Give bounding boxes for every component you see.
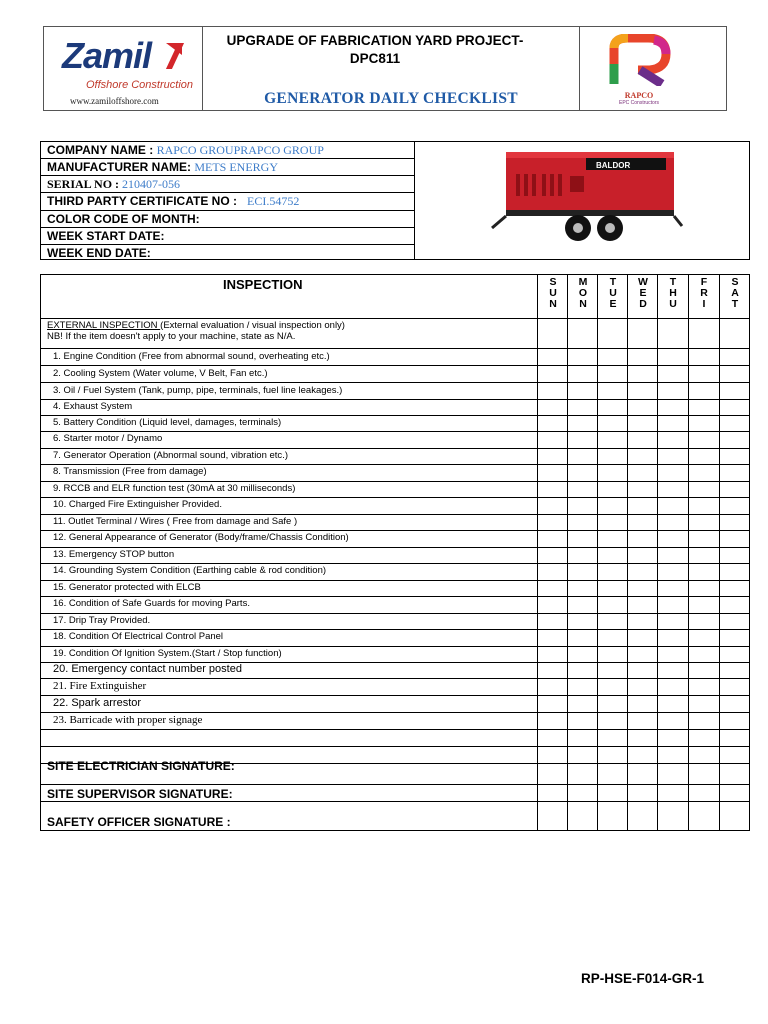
checklist-item: 12. General Appearance of Generator (Body/frame/Chassis Condition) [53, 532, 349, 543]
checklist-item: 13. Emergency STOP button [53, 549, 175, 560]
checklist-item: 11. Outlet Terminal / Wires ( Free from damage and Safe ) [53, 516, 298, 527]
checklist-item: 18. Condition Of Electrical Control Panel [53, 631, 224, 642]
day-header-sun: S U N [549, 276, 557, 310]
day-header-sat: S A T [731, 276, 739, 310]
checklist-item: 8. Transmission (Free from damage) [53, 466, 207, 477]
day-header-wed: W E D [638, 276, 648, 310]
checklist-item: 2. Cooling System (Water volume, V Belt, Fan etc.) [53, 368, 268, 379]
checklist-item: 14. Grounding System Condition (Earthing cable & rod condition) [53, 565, 327, 576]
checklist-item: 20. Emergency contact number posted [53, 663, 242, 675]
generator-image [486, 148, 686, 248]
external-inspection-note: EXTERNAL INSPECTION (External evaluation / visual inspection only) NB! If the item doesn't apply to your machine, state as N/A. [47, 320, 345, 342]
safety-officer-signature-label: SAFETY OFFICER SIGNATURE : [47, 815, 231, 829]
checklist-item: 15. Generator protected with ELCB [53, 582, 201, 593]
day-header-thu: T H U [669, 276, 677, 310]
week-start-row: WEEK START DATE: [41, 228, 414, 245]
header-divider [579, 27, 580, 110]
checklist-item: 9. RCCB and ELR function test (30mA at 30 milliseconds) [53, 483, 296, 494]
supervisor-signature-label: SITE SUPERVISOR SIGNATURE: [47, 787, 233, 801]
checklist-item: 1. Engine Condition (Free from abnormal sound, overheating etc.) [53, 351, 330, 362]
svg-text:BALDOR: BALDOR [596, 161, 631, 170]
document-header: Zamil Offshore Construction www.zamiloffshore.com UPGRADE OF FABRICATION YARD PROJECT- DPC811 GENERATOR DAILY CHECKLIST RAPCO EPC Constructors [43, 26, 727, 111]
color-code-row: COLOR CODE OF MONTH: [41, 211, 414, 228]
checklist-item: 17. Drip Tray Provided. [53, 615, 151, 626]
inspection-table [40, 274, 750, 831]
checklist-item: 6. Starter motor / Dynamo [53, 433, 163, 444]
project-title: UPGRADE OF FABRICATION YARD PROJECT- DPC811 [226, 33, 524, 66]
manufacturer-row: MANUFACTURER NAME: METS ENERGY [41, 159, 414, 176]
checklist-item: 22. Spark arrestor [53, 697, 142, 709]
electrician-signature-label: SITE ELECTRICIAN SIGNATURE: [47, 759, 235, 773]
checklist-item: 7. Generator Operation (Abnormal sound, vibration etc.) [53, 450, 288, 461]
company-name-row: COMPANY NAME : RAPCO GROUPRAPCO GROUP [41, 142, 414, 159]
checklist-item: 4. Exhaust System [53, 401, 133, 412]
checklist-item: 16. Condition of Safe Guards for moving Parts. [53, 598, 250, 609]
checklist-item: 19. Condition Of Ignition System.(Start / Stop function) [53, 648, 282, 659]
day-header-tue: T U E [609, 276, 617, 310]
inspection-header: INSPECTION [223, 277, 303, 292]
day-header-fri: F R I [700, 276, 708, 310]
company-website: www.zamiloffshore.com [70, 96, 159, 106]
day-header-mon: M O N [578, 276, 588, 310]
checklist-title: GENERATOR DAILY CHECKLIST [264, 90, 518, 107]
week-end-row: WEEK END DATE: [47, 246, 151, 260]
checklist-item: 5. Battery Condition (Liquid level, damages, terminals) [53, 417, 282, 428]
header-divider [202, 27, 203, 110]
checklist-item: 3. Oil / Fuel System (Tank, pump, pipe, terminals, fuel line leakages.) [53, 385, 343, 396]
form-code: RP-HSE-F014-GR-1 [581, 971, 705, 986]
serial-row: SERIAL NO : 210407-056 [41, 176, 414, 193]
certificate-row: THIRD PARTY CERTIFICATE NO : ECI.54752 [41, 193, 414, 211]
checklist-item: 10. Charged Fire Extinguisher Provided. [53, 499, 222, 510]
checklist-item: 21. Fire Extinguisher [53, 680, 147, 692]
checklist-item: 23. Barricade with proper signage [53, 714, 203, 726]
equipment-info [40, 141, 750, 260]
